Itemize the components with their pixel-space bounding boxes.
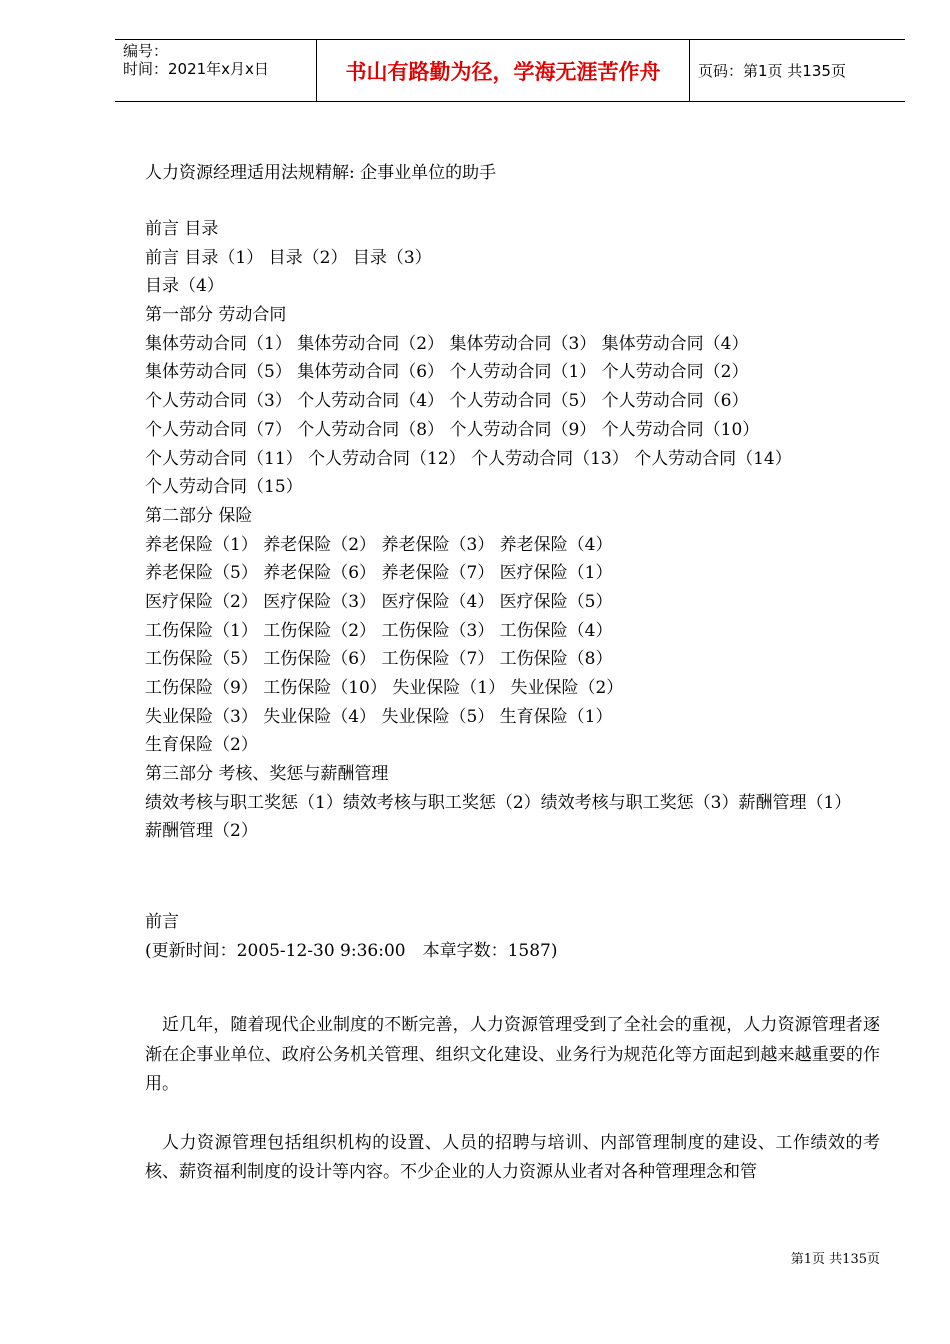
toc-section-heading: 第二部分 保险: [145, 505, 253, 526]
toc-line: 个人劳动合同（15）: [145, 477, 303, 498]
toc-line: 养老保险（5） 养老保险（6） 养老保险（7） 医疗保险（1）: [145, 563, 613, 584]
preface-heading: 前言: [145, 912, 179, 933]
document-body: [145, 158, 880, 1188]
toc-line: 工伤保险（5） 工伤保险（6） 工伤保险（7） 工伤保险（8）: [145, 649, 613, 670]
toc-section-heading: 第三部分 考核、奖惩与薪酬管理: [145, 764, 389, 785]
update-info: (更新时间：2005-12-30 9:36:00 本章字数：1587): [145, 941, 558, 962]
toc-line: 前言 目录（1） 目录（2） 目录（3）: [145, 247, 432, 268]
toc-line: 养老保险（1） 养老保险（2） 养老保险（3） 养老保险（4）: [145, 534, 613, 555]
header-page-info: 页码：第1页 共135页: [698, 62, 846, 80]
toc-line: 个人劳动合同（3） 个人劳动合同（4） 个人劳动合同（5） 个人劳动合同（6）: [145, 391, 749, 412]
time-label: 时间：2021年x月x日: [123, 60, 269, 78]
number-label: 编号：: [123, 42, 169, 60]
page-footer: 第1页 共135页: [790, 1252, 880, 1267]
toc-line: 工伤保险（9） 工伤保险（10） 失业保险（1） 失业保险（2）: [145, 678, 624, 698]
toc-line: 集体劳动合同（5） 集体劳动合同（6） 个人劳动合同（1） 个人劳动合同（2）: [145, 362, 749, 383]
toc-line: 失业保险（3） 失业保险（4） 失业保险（5） 生育保险（1）: [145, 706, 613, 727]
toc-line: 目录（4）: [145, 276, 224, 297]
header-motto: 书山有路勤为径，学海无涯苦作舟: [345, 59, 661, 84]
toc-line: 绩效考核与职工奖惩（1）绩效考核与职工奖惩（2）绩效考核与职工奖惩（3）薪酬管理（1）: [145, 792, 852, 813]
toc-line: 个人劳动合同（11） 个人劳动合同（12） 个人劳动合同（13） 个人劳动合同（14）: [145, 448, 792, 469]
toc-line: 个人劳动合同（7） 个人劳动合同（8） 个人劳动合同（9） 个人劳动合同（10）: [145, 419, 760, 440]
paragraph: 人力资源管理包括组织机构的设置、人员的招聘与培训、内部管理制度的建设、工作绩效的考核、薪资福利制度的设计等内容。不少企业的人力资源从业者对各种管理理念和管: [145, 1132, 880, 1183]
preface-section: [145, 908, 880, 966]
toc-line: 工伤保险（1） 工伤保险（2） 工伤保险（3） 工伤保险（4）: [145, 620, 613, 641]
toc-section-heading: 第一部分 劳动合同: [145, 305, 287, 326]
toc-line: 医疗保险（2） 医疗保险（3） 医疗保险（4） 医疗保险（5）: [145, 591, 613, 612]
header-divider: [689, 40, 690, 101]
header-meta: [123, 42, 313, 78]
toc-line: 前言 目录: [145, 219, 219, 239]
toc-line: 集体劳动合同（1） 集体劳动合同（2） 集体劳动合同（3） 集体劳动合同（4）: [145, 333, 749, 354]
toc-line: 生育保险（2）: [145, 735, 258, 756]
paragraph: 近几年，随着现代企业制度的不断完善，人力资源管理受到了全社会的重视，人力资源管理者逐渐在企事业单位、政府公务机关管理、组织文化建设、业务行为规范化等方面起到越来越重要的作用。: [145, 1015, 880, 1095]
page-header: [115, 39, 905, 102]
table-of-contents: [145, 215, 880, 846]
toc-line: 薪酬管理（2）: [145, 821, 258, 842]
document-title: 人力资源经理适用法规精解: 企事业单位的助手: [145, 163, 497, 183]
